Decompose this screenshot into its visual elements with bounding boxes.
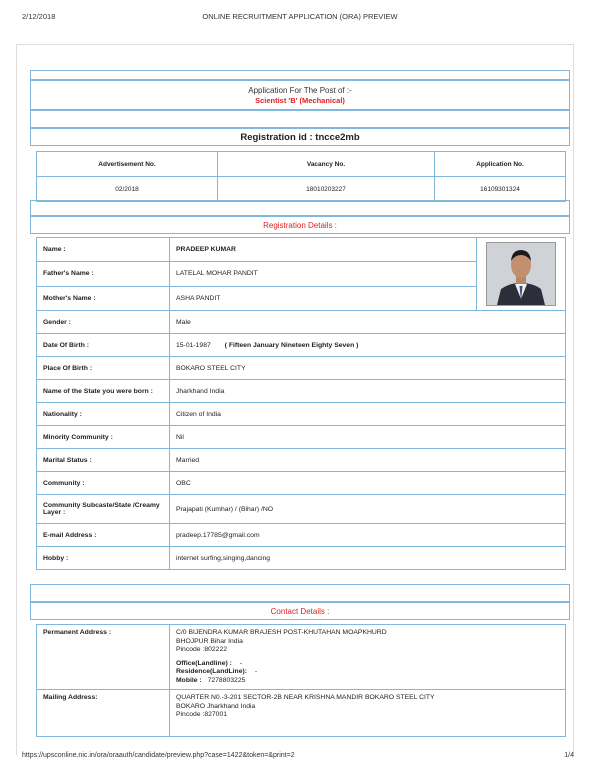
marital-label: Marital Status : (37, 449, 170, 472)
subcaste-label: Community Subcaste/State /Creamy Layer : (37, 495, 170, 524)
father-name-value: LATELAL MOHAR PANDIT (170, 262, 477, 286)
name-label: Name : (37, 238, 170, 262)
detail-row (37, 380, 566, 403)
email-label: E-mail Address : (37, 524, 170, 547)
spacer-band (30, 584, 570, 602)
dob-value: 15-01-1987 (176, 341, 211, 349)
gender-value: Male (170, 311, 566, 334)
place-of-birth-label: Place Of Birth : (37, 357, 170, 380)
spacer-band (30, 70, 570, 80)
detail-row (37, 472, 566, 495)
application-value: 16109301324 (435, 177, 566, 202)
community-label: Community : (37, 472, 170, 495)
permanent-address-label: Permanent Address : (37, 625, 170, 690)
spacer-band (30, 200, 570, 216)
print-title: ONLINE RECRUITMENT APPLICATION (ORA) PREVIEW (202, 12, 398, 21)
minority-label: Minority Community : (37, 426, 170, 449)
registration-id: Registration id : tncce2mb (30, 128, 570, 146)
father-name-label: Father's Name : (37, 262, 170, 286)
application-header: Application No. (435, 152, 566, 177)
detail-row (37, 311, 566, 334)
contact-title: Contact Details : (270, 607, 330, 616)
nationality-label: Nationality : (37, 403, 170, 426)
advertisement-header: Advertisement No. (37, 152, 218, 177)
mailing-address-label: Mailing Address: (37, 690, 170, 737)
permanent-line1: C/0 BIJENDRA KUMAR BRAJESH POST-KHUTAHAN MOAPKHURD (176, 629, 387, 636)
mother-name-value: ASHA PANDIT (170, 286, 477, 310)
hobby-value: internet surfing,singing,dancing (170, 547, 566, 570)
vacancy-header: Vacancy No. (218, 152, 435, 177)
mobile: Mobile : 7278803225 (176, 676, 246, 684)
permanent-line3: Pincode :802222 (176, 646, 228, 653)
detail-row (37, 524, 566, 547)
registration-details-table (36, 237, 566, 570)
email-value: pradeep.17785@gmail.com (170, 524, 566, 547)
hobby-label: Hobby : (37, 547, 170, 570)
gender-label: Gender : (37, 311, 170, 334)
detail-row (37, 403, 566, 426)
detail-row (37, 238, 566, 262)
post-section (30, 80, 570, 110)
dob-cell (170, 334, 566, 357)
advertisement-value: 02/2018 (37, 177, 218, 202)
contact-details-table (36, 624, 566, 737)
spacer-band (30, 110, 570, 128)
mailing-line2: BOKARO Jharkhand India (176, 702, 256, 710)
page-number: 1/4 (564, 752, 574, 759)
detail-row (37, 449, 566, 472)
place-of-birth-value: BOKARO STEEL CITY (170, 357, 566, 380)
permanent-line2: BHOJPUR Bihar India (176, 637, 243, 645)
page-url: https://upsconline.nic.in/ora/oraauth/candidate/preview.php?case=1422&token=&print=2 (22, 752, 295, 759)
mailing-address-row (37, 690, 566, 737)
state-born-label: Name of the State you were born : (37, 380, 170, 403)
details-title-band (30, 216, 570, 234)
detail-row (37, 547, 566, 570)
post-label: Application For The Post of :- (248, 86, 352, 95)
mailing-line3: Pincode :827001 (176, 711, 228, 718)
minority-value: Nil (170, 426, 566, 449)
permanent-address-row (37, 625, 566, 690)
detail-row (37, 495, 566, 524)
detail-row (37, 357, 566, 380)
permanent-address-value (170, 625, 566, 690)
subcaste-value: Prajapati (Kumhar) / (Bihar) /NO (170, 495, 566, 524)
dob-label: Date Of Birth : (37, 334, 170, 357)
residence-landline: Residence(LandLine): - (176, 668, 258, 675)
state-born-value: Jharkhand India (170, 380, 566, 403)
advertisement-table (36, 151, 566, 202)
post-name: Scientist 'B' (Mechanical) (255, 96, 345, 105)
detail-row (37, 334, 566, 357)
community-value: OBC (170, 472, 566, 495)
marital-value: Married (170, 449, 566, 472)
vacancy-value: 18010203227 (218, 177, 435, 202)
photo-cell (477, 238, 566, 311)
mailing-line1: QUARTER N0.-3-201 SECTOR-2B NEAR KRISHNA MANDIR BOKARO STEEL CITY (176, 694, 435, 701)
contact-title-band (30, 602, 570, 620)
mother-name-label: Mother's Name : (37, 286, 170, 310)
detail-row (37, 426, 566, 449)
candidate-photo (486, 242, 556, 306)
nationality-value: Citizen of India (170, 403, 566, 426)
dob-words: ( Fifteen January Nineteen Eighty Seven ) (224, 341, 359, 349)
details-title: Registration Details : (263, 221, 337, 230)
print-date: 2/12/2018 (22, 12, 56, 21)
mailing-address-value (170, 690, 566, 737)
name-value: PRADEEP KUMAR (170, 238, 477, 262)
office-landline: Office(Landline) : - (176, 659, 243, 667)
